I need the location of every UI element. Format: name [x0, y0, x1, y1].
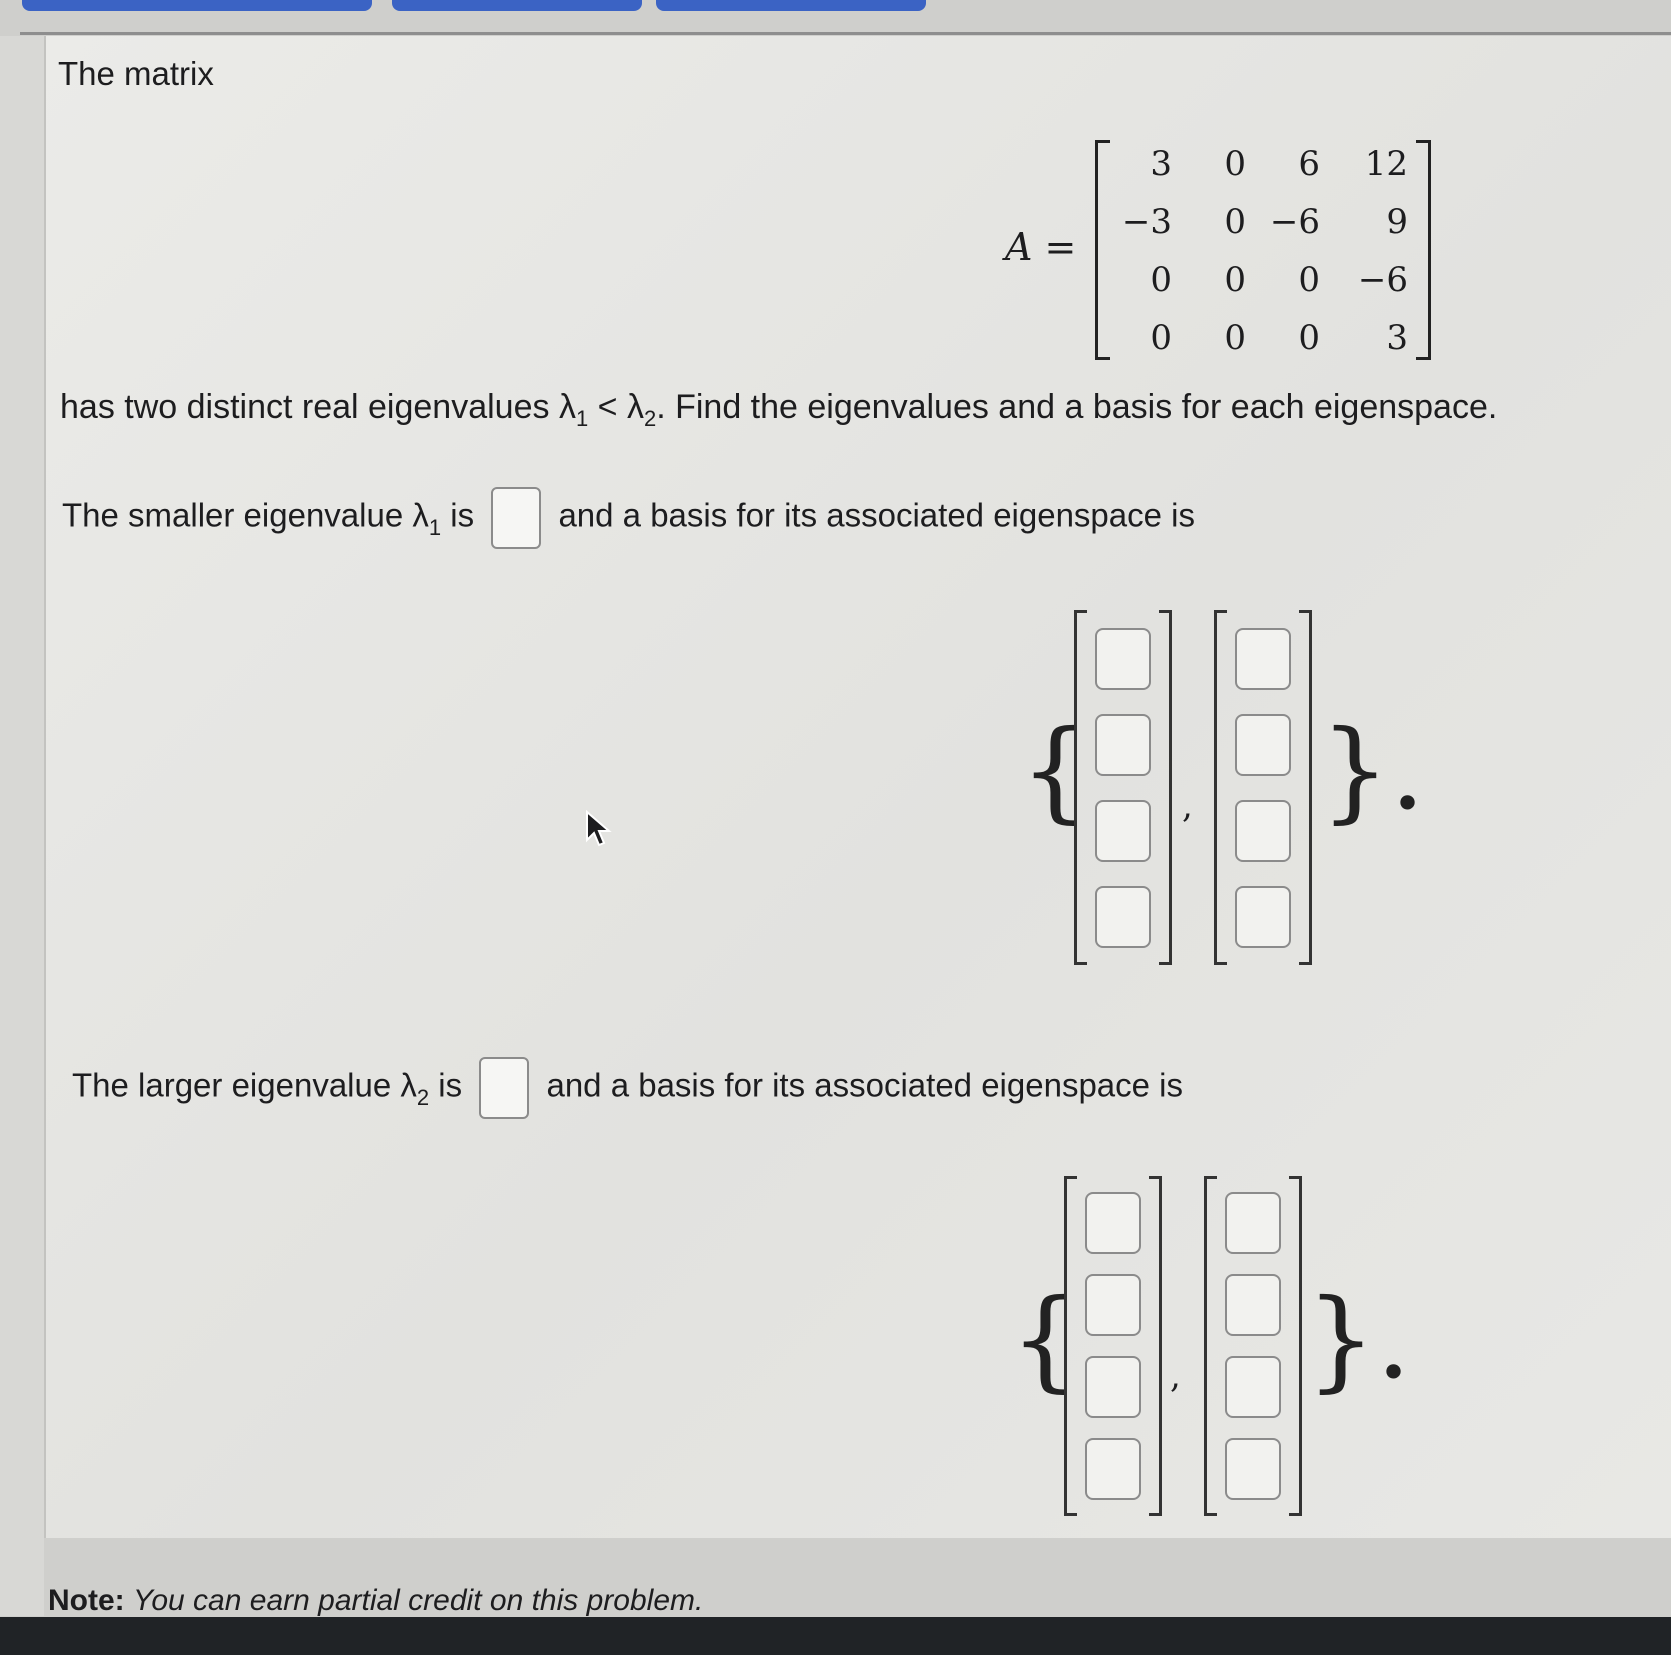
vector-entry-input[interactable]	[1235, 800, 1291, 862]
smaller-basis-vector-2	[1214, 610, 1312, 965]
smaller-label: The smaller eigenvalue λ	[62, 496, 429, 534]
bottom-bar	[0, 1617, 1671, 1655]
vector-entry-input[interactable]	[1235, 886, 1291, 948]
left-margin	[0, 36, 44, 1616]
smaller-label-post: and a basis for its associated eigenspace is	[558, 496, 1195, 534]
vector-entry-input[interactable]	[1225, 1274, 1281, 1336]
top-tab-bar	[0, 0, 1671, 14]
tab-2[interactable]	[392, 0, 642, 11]
larger-basis-set	[1010, 1176, 1411, 1536]
matrix-cell: 6	[1298, 144, 1320, 184]
vector-entry-input[interactable]	[1095, 628, 1151, 690]
matrix-cell: 0	[1150, 318, 1172, 358]
intro-text: The matrix	[58, 55, 214, 92]
close-brace: }.	[1320, 706, 1425, 834]
vector-entry-input[interactable]	[1085, 1274, 1141, 1336]
vector-entry-input[interactable]	[1235, 628, 1291, 690]
vector-entry-input[interactable]	[1095, 800, 1151, 862]
statement-text: < λ	[588, 388, 644, 426]
subscript: 2	[643, 406, 657, 431]
vector-entry-input[interactable]	[1225, 1438, 1281, 1500]
matrix-cell: 0	[1224, 144, 1246, 184]
vector-entry-input[interactable]	[1095, 886, 1151, 948]
larger-eigenvalue-line	[72, 1057, 1183, 1119]
note-text: You can earn partial credit on this problem.	[133, 1584, 704, 1617]
matrix-cell: 0	[1298, 318, 1320, 358]
vector-entry-input[interactable]	[1095, 714, 1151, 776]
larger-basis-vector-1	[1064, 1176, 1162, 1516]
smaller-basis-vector-1	[1074, 610, 1172, 965]
tab-3[interactable]	[656, 0, 926, 11]
subscript: 2	[416, 1084, 430, 1110]
matrix-cell: −6	[1269, 202, 1320, 242]
larger-eigenvalue-input[interactable]	[479, 1057, 529, 1119]
larger-basis-vector-2	[1204, 1176, 1302, 1516]
matrix-cell: −3	[1121, 202, 1172, 242]
tab-1[interactable]	[22, 0, 372, 11]
matrix-cell: 0	[1150, 260, 1172, 300]
vector-entry-input[interactable]	[1225, 1192, 1281, 1254]
problem-statement	[60, 388, 1498, 431]
matrix-cell: 0	[1224, 260, 1246, 300]
matrix-a	[1095, 140, 1431, 360]
vector-entry-input[interactable]	[1085, 1192, 1141, 1254]
statement-text: . Find the eigenvalues and a basis for each eigenspace.	[656, 388, 1498, 426]
vector-entry-input[interactable]	[1225, 1356, 1281, 1418]
matrix-cell: 0	[1224, 318, 1246, 358]
smaller-label-is: is	[441, 496, 475, 534]
statement-text: has two distinct real eigenvalues λ	[60, 388, 576, 426]
subscript: 1	[428, 514, 442, 540]
close-brace: }.	[1306, 1275, 1411, 1403]
mouse-cursor-icon	[585, 810, 613, 850]
matrix-cell: −6	[1357, 260, 1408, 300]
matrix-cell: 3	[1150, 144, 1172, 184]
header-divider	[20, 32, 1671, 35]
matrix-cell: 9	[1386, 202, 1408, 242]
smaller-basis-set	[1020, 610, 1425, 970]
smaller-eigenvalue-input[interactable]	[491, 487, 541, 549]
subscript: 1	[575, 406, 589, 431]
partial-credit-note	[48, 1584, 703, 1618]
matrix-label: A =	[1005, 225, 1077, 269]
note-label: Note:	[48, 1584, 125, 1617]
larger-label: The larger eigenvalue λ	[72, 1066, 417, 1104]
matrix-cell: 12	[1364, 144, 1408, 184]
matrix-cell: 0	[1224, 202, 1246, 242]
matrix-cell: 3	[1386, 318, 1408, 358]
matrix-cell: 0	[1298, 260, 1320, 300]
open-brace: {	[1010, 1275, 1080, 1403]
larger-label-is: is	[429, 1066, 463, 1104]
vector-entry-input[interactable]	[1085, 1438, 1141, 1500]
comma: ,	[1182, 786, 1193, 826]
open-brace: {	[1020, 706, 1090, 834]
vector-entry-input[interactable]	[1085, 1356, 1141, 1418]
comma: ,	[1170, 1356, 1181, 1396]
vector-entry-input[interactable]	[1235, 714, 1291, 776]
smaller-eigenvalue-line	[62, 487, 1195, 549]
larger-label-post: and a basis for its associated eigenspace is	[546, 1066, 1184, 1104]
